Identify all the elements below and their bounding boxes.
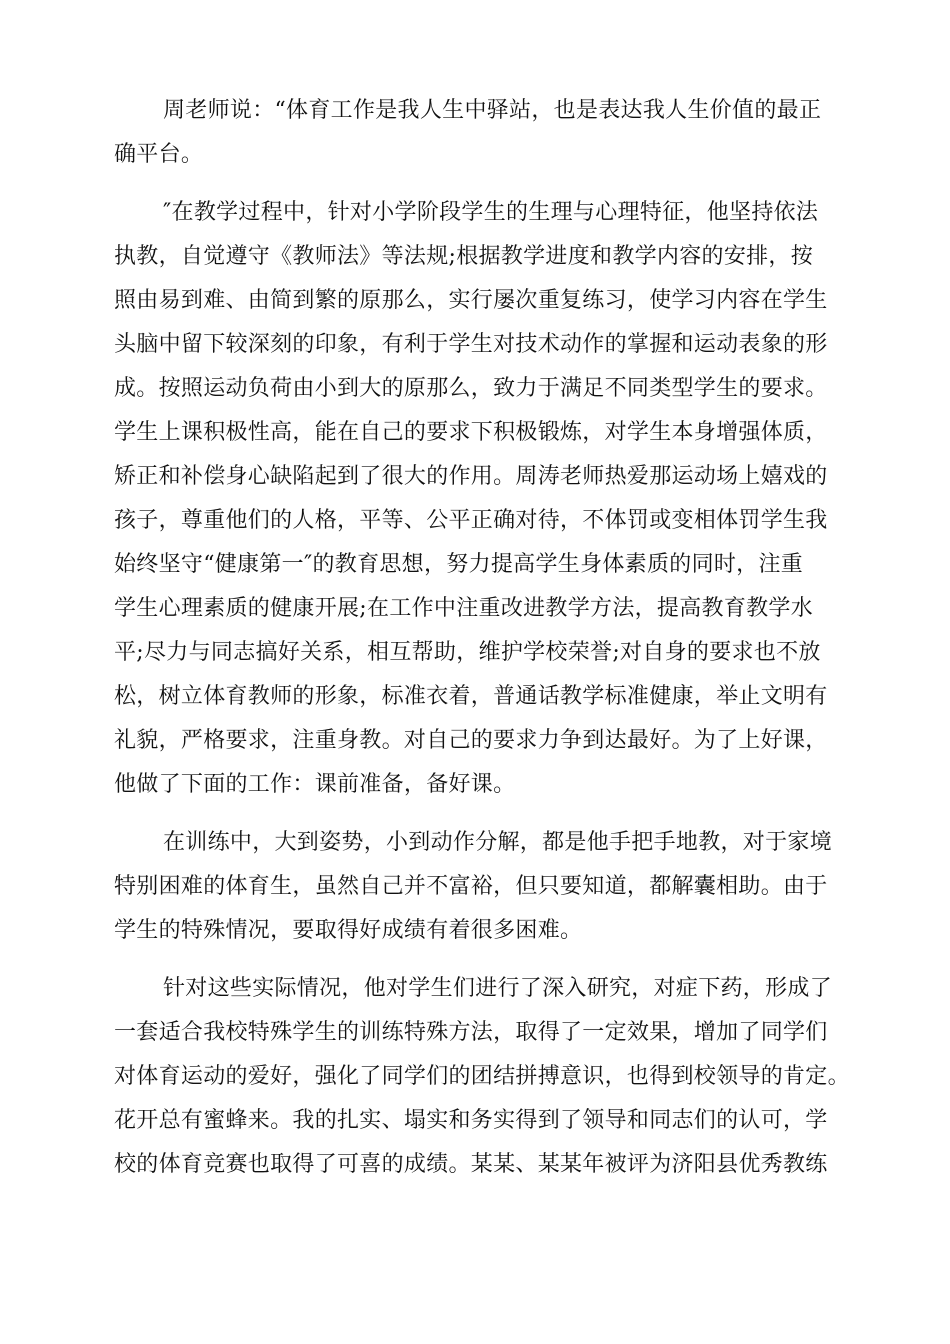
paragraph-2-line-4: 头脑中留下较深刻的印象，有利于学生对技术动作的掌握和运动表象的形 [114, 332, 828, 357]
paragraph-2-line-12: 松，树立体育教师的形象，标准衣着，普通话教学标准健康，举止文明有 [114, 684, 828, 709]
paragraph-2-line-8: 孩子，尊重他们的人格，平等、公平正确对待，不体罚或变相体罚学生我 [114, 508, 828, 533]
paragraph-1-line-2: 确平台。 [114, 142, 204, 167]
paragraph-2-line-14: 他做了下面的工作：课前准备，备好课。 [114, 772, 516, 797]
paragraph-3-line-2: 特别困难的体育生，虽然自己并不富裕，但只要知道，都解囊相助。由于 [114, 874, 828, 899]
paragraph-4-line-4: 花开总有蜜蜂来。我的扎实、塌实和务实得到了领导和同志们的认可，学 [114, 1108, 828, 1133]
paragraph-2-line-2: 执教，自觉遵守《教师法》等法规;根据教学进度和教学内容的安排，按 [114, 244, 814, 269]
paragraph-2-line-11: 平;尽力与同志搞好关系，相互帮助，维护学校荣誉;对自身的要求也不放 [114, 640, 821, 665]
paragraph-2-line-6: 学生上课积极性高，能在自己的要求下积极锻炼，对学生本身增强体质， [114, 420, 828, 445]
paragraph-2-line-5: 成。按照运动负荷由小到大的原那么，致力于满足不同类型学生的要求。 [114, 376, 828, 401]
paragraph-1-line-1: 周老师说：“体育工作是我人生中驿站，也是表达我人生价值的最正 [163, 98, 822, 123]
paragraph-2-line-9: 始终坚守“健康第一″的教育思想，努力提高学生身体素质的同时，注重 [114, 552, 804, 577]
paragraph-3-line-1: 在训练中，大到姿势，小到动作分解，都是他手把手地教，对于家境 [163, 830, 833, 855]
paragraph-4-line-2: 一套适合我校特殊学生的训练特殊方法，取得了一定效果，增加了同学们 [114, 1020, 828, 1045]
paragraph-2-line-1: ″在教学过程中，针对小学阶段学生的生理与心理特征，他坚持依法 [163, 200, 819, 225]
paragraph-2-line-13: 礼貌，严格要求，注重身教。对自己的要求力争到达最好。为了上好课， [114, 728, 828, 753]
paragraph-2-line-3: 照由易到难、由简到繁的原那么，实行屡次重复练习，使学习内容在学生 [114, 288, 828, 313]
paragraph-4-line-1: 针对这些实际情况，他对学生们进行了深入研究，对症下药，形成了 [163, 976, 833, 1001]
paragraph-3-line-3: 学生的特殊情况，要取得好成绩有着很多困难。 [114, 918, 583, 943]
paragraph-2-line-7: 矫正和补偿身心缺陷起到了很大的作用。周涛老师热爱那运动场上嬉戏的 [114, 464, 828, 489]
paragraph-4-line-3: 对体育运动的爱好，强化了同学们的团结拼搏意识，也得到校领导的肯定。 [114, 1064, 850, 1089]
paragraph-2-line-10: 学生心理素质的健康开展;在工作中注重改进教学方法，提高教育教学水 [114, 596, 814, 621]
paragraph-4-line-5: 校的体育竞赛也取得了可喜的成绩。某某、某某年被评为济阳县优秀教练 [114, 1152, 828, 1177]
